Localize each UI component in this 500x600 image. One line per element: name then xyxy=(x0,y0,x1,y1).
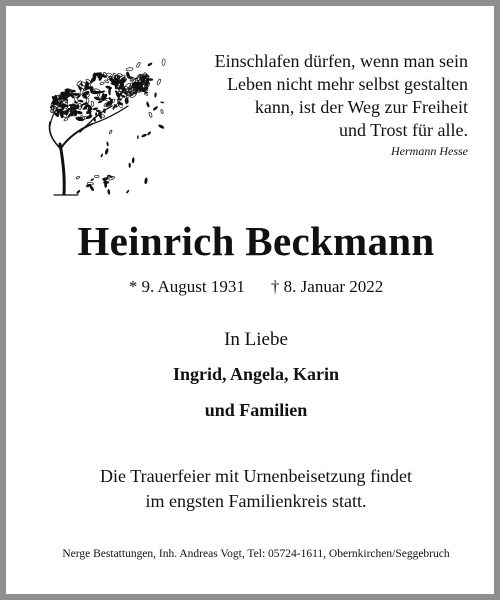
life-dates xyxy=(6,276,500,298)
service-line: Die Trauerfeier mit Urnenbeisetzung findet xyxy=(100,466,412,486)
service-line: im engsten Familienkreis statt. xyxy=(145,491,367,511)
poem-line: Einschlafen dürfen, wenn man sein xyxy=(214,51,468,71)
poem-line: kann, ist der Weg zur Freiheit xyxy=(254,97,468,117)
poem-quote xyxy=(168,50,468,159)
mourners-intro: In Liebe xyxy=(224,329,288,350)
mourners-names: Ingrid, Angela, Karin xyxy=(172,364,340,384)
tree-with-falling-leaves-icon xyxy=(38,48,168,200)
deceased-name: Heinrich Beckmann xyxy=(77,218,435,264)
funeral-service-note xyxy=(6,464,500,514)
death-date: † 8. Januar 2022 xyxy=(270,277,384,296)
poem-line: Leben nicht mehr selbst gestalten xyxy=(227,74,468,94)
mourners-families: und Familien xyxy=(204,400,308,420)
birth-date: * 9. August 1931 xyxy=(128,277,245,296)
funeral-home-footer: Nerge Bestattungen, Inh. Andreas Vogt, Tel: 05724-1611, Obernkirchen/Seggebruch xyxy=(62,548,450,560)
poem-line: und Trost für alle. xyxy=(338,120,468,140)
poem-author: Hermann Hesse xyxy=(391,144,468,158)
